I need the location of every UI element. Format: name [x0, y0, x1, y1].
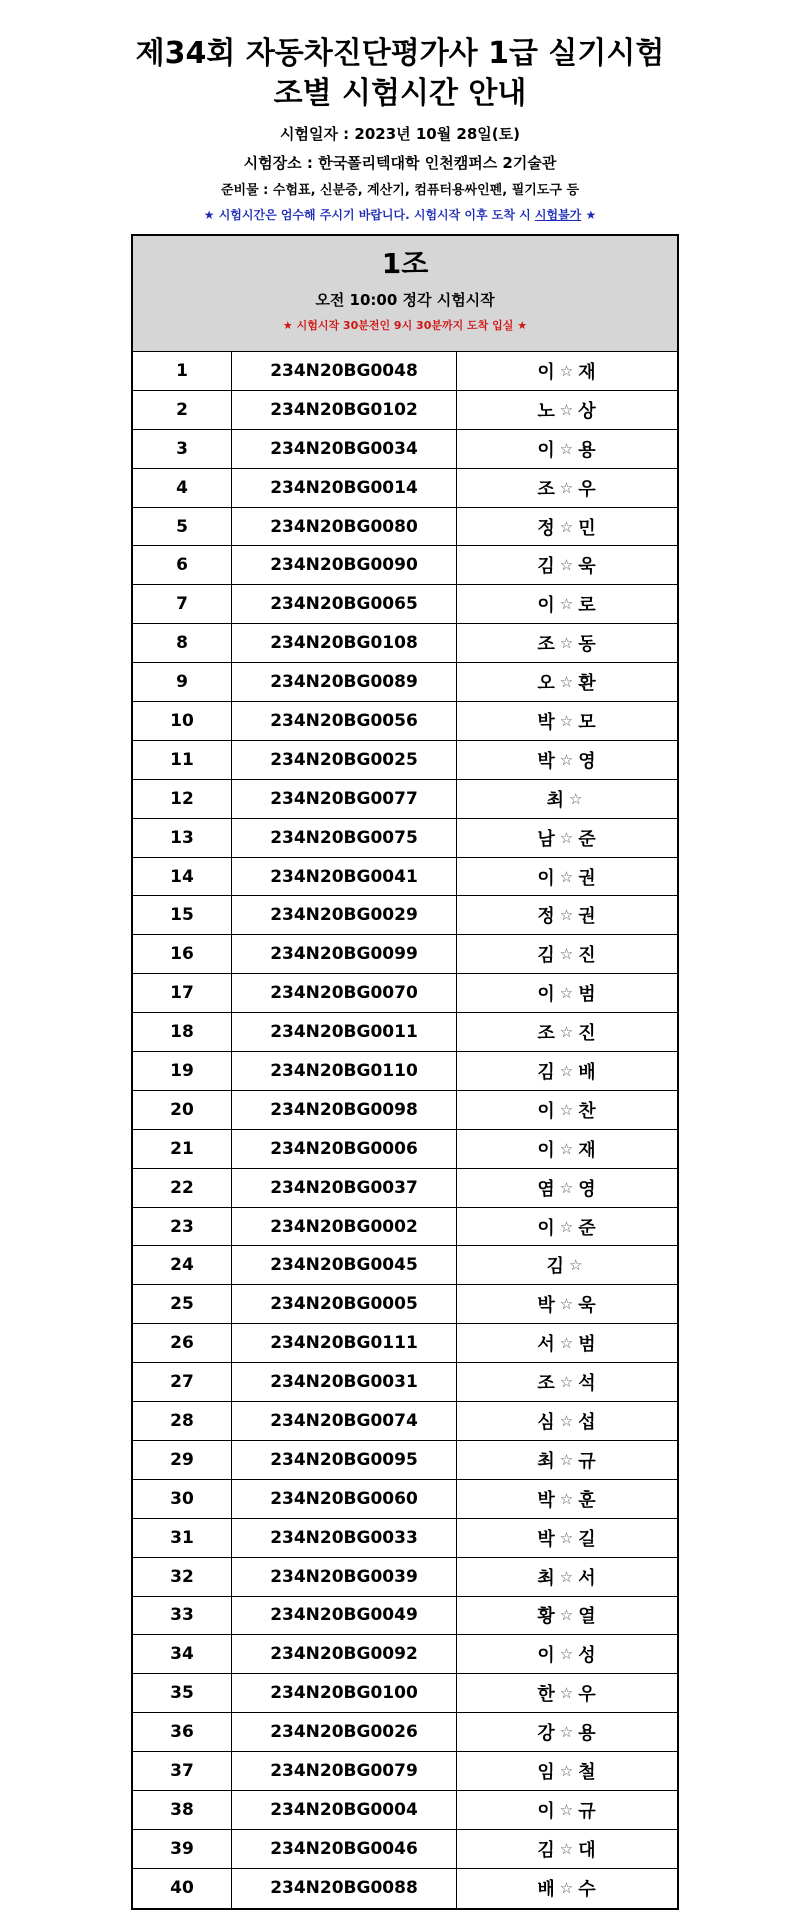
- star-mask-icon: ☆: [559, 1450, 575, 1469]
- table-row: [133, 1402, 677, 1441]
- name-given: 욱: [578, 1295, 597, 1317]
- name-family: 이: [537, 595, 556, 617]
- table-row: [133, 1674, 677, 1713]
- table-row: [133, 1752, 677, 1791]
- name-family: 배: [537, 1879, 556, 1901]
- row-number: 17: [133, 974, 232, 1012]
- name-given: 수: [578, 1879, 597, 1901]
- star-mask-icon: ☆: [559, 1061, 575, 1080]
- star-mask-icon: ☆: [559, 1489, 575, 1508]
- row-number: 20: [133, 1091, 232, 1129]
- name-given: 환: [578, 673, 597, 695]
- name-family: 정: [537, 906, 556, 928]
- name-family: 박: [537, 750, 556, 772]
- name-given: 범: [578, 984, 597, 1006]
- candidate-name: [457, 1363, 677, 1401]
- star-mask-icon: ☆: [559, 711, 575, 730]
- candidate-name: [457, 430, 677, 468]
- time-notice-suffix: ★: [581, 208, 597, 222]
- name-family: 조: [537, 478, 556, 500]
- star-mask-icon: ☆: [559, 1723, 575, 1742]
- candidate-id: 234N20BG0046: [232, 1830, 457, 1868]
- row-number: 1: [133, 352, 232, 390]
- name-family: 박: [537, 1489, 556, 1511]
- table-row: [133, 1246, 677, 1285]
- table-row: [133, 819, 677, 858]
- name-given: 열: [578, 1606, 597, 1628]
- candidate-name: [457, 624, 677, 662]
- row-number: 16: [133, 935, 232, 973]
- table-row: [133, 1869, 677, 1908]
- star-mask-icon: ☆: [559, 1100, 575, 1119]
- table-row: [133, 1285, 677, 1324]
- candidate-id: 234N20BG0004: [232, 1791, 457, 1829]
- candidate-name: [457, 1791, 677, 1829]
- candidate-name: [457, 663, 677, 701]
- table-row: [133, 663, 677, 702]
- name-given: 진: [578, 945, 597, 967]
- row-number: 11: [133, 741, 232, 779]
- row-number: 34: [133, 1635, 232, 1673]
- name-family: 김: [537, 945, 556, 967]
- star-mask-icon: ☆: [559, 945, 575, 964]
- table-row: [133, 1519, 677, 1558]
- row-number: 37: [133, 1752, 232, 1790]
- star-mask-icon: ☆: [559, 634, 575, 653]
- star-mask-icon: ☆: [559, 1023, 575, 1042]
- candidate-id: 234N20BG0092: [232, 1635, 457, 1673]
- row-number: 28: [133, 1402, 232, 1440]
- row-number: 24: [133, 1246, 232, 1284]
- table-row: [133, 1713, 677, 1752]
- row-number: 21: [133, 1130, 232, 1168]
- candidate-id: 234N20BG0110: [232, 1052, 457, 1090]
- name-family: 김: [537, 1839, 556, 1861]
- candidate-rows: [133, 352, 677, 1908]
- name-given: 준: [578, 1217, 597, 1239]
- candidate-id: 234N20BG0025: [232, 741, 457, 779]
- candidate-id: 234N20BG0014: [232, 469, 457, 507]
- name-given: 배: [578, 1061, 597, 1083]
- star-mask-icon: ☆: [559, 1606, 575, 1625]
- name-given: 범: [578, 1334, 597, 1356]
- name-family: 박: [537, 711, 556, 733]
- candidate-name: [457, 1830, 677, 1868]
- candidate-id: 234N20BG0088: [232, 1869, 457, 1908]
- table-row: [133, 1324, 677, 1363]
- table-row: [133, 780, 677, 819]
- candidate-name: [457, 508, 677, 546]
- candidate-name: [457, 1208, 677, 1246]
- candidate-id: 234N20BG0075: [232, 819, 457, 857]
- table-row: [133, 624, 677, 663]
- name-family: 염: [537, 1178, 556, 1200]
- row-number: 33: [133, 1597, 232, 1635]
- candidate-id: 234N20BG0049: [232, 1597, 457, 1635]
- name-family: 이: [537, 1217, 556, 1239]
- table-row: [133, 1091, 677, 1130]
- candidate-name: [457, 1130, 677, 1168]
- table-row: [133, 1013, 677, 1052]
- name-given: 규: [578, 1450, 597, 1472]
- table-row: [133, 858, 677, 897]
- star-mask-icon: ☆: [559, 1178, 575, 1197]
- star-mask-icon: ☆: [559, 439, 575, 458]
- candidate-id: 234N20BG0090: [232, 546, 457, 584]
- star-mask-icon: ☆: [568, 1256, 584, 1275]
- candidate-name: [457, 702, 677, 740]
- row-number: 18: [133, 1013, 232, 1051]
- star-mask-icon: ☆: [559, 1411, 575, 1430]
- row-number: 36: [133, 1713, 232, 1751]
- star-mask-icon: ☆: [559, 517, 575, 536]
- star-mask-icon: ☆: [559, 828, 575, 847]
- candidate-id: 234N20BG0099: [232, 935, 457, 973]
- star-mask-icon: ☆: [559, 1800, 575, 1819]
- row-number: 27: [133, 1363, 232, 1401]
- table-row: [133, 391, 677, 430]
- star-mask-icon: ☆: [559, 750, 575, 769]
- name-family: 이: [537, 867, 556, 889]
- candidate-name: [457, 1597, 677, 1635]
- table-row: [133, 1363, 677, 1402]
- time-notice: [0, 207, 800, 223]
- group-start-time: 오전 10:00 정각 시험시작: [315, 291, 495, 309]
- candidate-name: [457, 1013, 677, 1051]
- name-family: 최: [537, 1450, 556, 1472]
- name-family: 이: [537, 361, 556, 383]
- group-header: [133, 236, 677, 352]
- name-family: 조: [537, 1373, 556, 1395]
- candidate-id: 234N20BG0095: [232, 1441, 457, 1479]
- name-given: 모: [578, 711, 597, 733]
- exam-supplies: 준비물 : 수험표, 신분증, 계산기, 컴퓨터용싸인펜, 필기도구 등: [220, 183, 580, 198]
- candidate-id: 234N20BG0045: [232, 1246, 457, 1284]
- name-family: 이: [537, 1800, 556, 1822]
- candidate-name: [457, 741, 677, 779]
- candidate-name: [457, 352, 677, 390]
- table-row: [133, 1791, 677, 1830]
- candidate-id: 234N20BG0065: [232, 585, 457, 623]
- candidate-name: [457, 1324, 677, 1362]
- row-number: 29: [133, 1441, 232, 1479]
- candidate-name: [457, 896, 677, 934]
- row-number: 22: [133, 1169, 232, 1207]
- name-family: 김: [537, 1061, 556, 1083]
- name-given: 규: [578, 1800, 597, 1822]
- name-given: 욱: [578, 556, 597, 578]
- name-given: 재: [578, 361, 597, 383]
- candidate-name: [457, 391, 677, 429]
- document-subtitle: 조별 시험시간 안내: [273, 76, 527, 111]
- name-given: 섭: [578, 1411, 597, 1433]
- candidate-name: [457, 1752, 677, 1790]
- name-given: 준: [578, 828, 597, 850]
- schedule-table: [131, 234, 679, 1910]
- row-number: 5: [133, 508, 232, 546]
- candidate-name: [457, 585, 677, 623]
- row-number: 14: [133, 858, 232, 896]
- candidate-id: 234N20BG0100: [232, 1674, 457, 1712]
- star-mask-icon: ☆: [568, 789, 584, 808]
- candidate-name: [457, 1635, 677, 1673]
- candidate-id: 234N20BG0108: [232, 624, 457, 662]
- name-family: 노: [537, 400, 556, 422]
- candidate-id: 234N20BG0080: [232, 508, 457, 546]
- name-family: 서: [537, 1334, 556, 1356]
- candidate-id: 234N20BG0005: [232, 1285, 457, 1323]
- name-family: 김: [546, 1256, 565, 1278]
- row-number: 2: [133, 391, 232, 429]
- row-number: 32: [133, 1558, 232, 1596]
- candidate-name: [457, 1869, 677, 1908]
- name-given: 동: [578, 634, 597, 656]
- time-notice-underlined: 시험불가: [534, 208, 582, 222]
- row-number: 40: [133, 1869, 232, 1908]
- name-family: 한: [537, 1684, 556, 1706]
- name-given: 용: [578, 439, 597, 461]
- table-row: [133, 1052, 677, 1091]
- candidate-name: [457, 469, 677, 507]
- name-family: 조: [537, 634, 556, 656]
- row-number: 19: [133, 1052, 232, 1090]
- candidate-id: 234N20BG0039: [232, 1558, 457, 1596]
- star-mask-icon: ☆: [559, 1567, 575, 1586]
- name-family: 남: [537, 828, 556, 850]
- table-row: [133, 1169, 677, 1208]
- name-given: 철: [578, 1762, 597, 1783]
- name-family: 이: [537, 1645, 556, 1667]
- row-number: 4: [133, 469, 232, 507]
- name-family: 최: [546, 789, 565, 811]
- star-mask-icon: ☆: [559, 1684, 575, 1703]
- candidate-name: [457, 1674, 677, 1712]
- candidate-id: 234N20BG0060: [232, 1480, 457, 1518]
- candidate-id: 234N20BG0033: [232, 1519, 457, 1557]
- name-given: 찬: [578, 1100, 597, 1122]
- name-family: 정: [537, 517, 556, 539]
- candidate-name: [457, 819, 677, 857]
- row-number: 13: [133, 819, 232, 857]
- name-family: 박: [537, 1528, 556, 1550]
- candidate-name: [457, 780, 677, 818]
- table-row: [133, 352, 677, 391]
- exam-place: 시험장소 : 한국폴리텍대학 인천캠퍼스 2기술관: [243, 154, 557, 172]
- row-number: 26: [133, 1324, 232, 1362]
- row-number: 31: [133, 1519, 232, 1557]
- table-row: [133, 1441, 677, 1480]
- name-family: 강: [537, 1723, 556, 1745]
- star-mask-icon: ☆: [559, 595, 575, 614]
- row-number: 8: [133, 624, 232, 662]
- row-number: 23: [133, 1208, 232, 1246]
- star-mask-icon: ☆: [559, 400, 575, 419]
- name-given: 훈: [578, 1489, 597, 1511]
- star-mask-icon: ☆: [559, 1373, 575, 1392]
- name-given: 영: [578, 750, 597, 772]
- candidate-name: [457, 1169, 677, 1207]
- star-mask-icon: ☆: [559, 673, 575, 692]
- table-row: [133, 546, 677, 585]
- name-given: 재: [578, 1139, 597, 1161]
- candidate-name: [457, 1558, 677, 1596]
- group-entry-notice: ★ 시험시작 30분전인 9시 30분까지 도착 입실 ★: [282, 319, 528, 332]
- row-number: 35: [133, 1674, 232, 1712]
- name-family: 김: [537, 556, 556, 578]
- name-family: 이: [537, 439, 556, 461]
- star-mask-icon: ☆: [559, 1762, 575, 1780]
- name-family: 최: [537, 1567, 556, 1589]
- name-given: 서: [578, 1567, 597, 1589]
- name-family: 조: [537, 1023, 556, 1045]
- candidate-id: 234N20BG0006: [232, 1130, 457, 1168]
- candidate-id: 234N20BG0041: [232, 858, 457, 896]
- table-row: [133, 1635, 677, 1674]
- row-number: 38: [133, 1791, 232, 1829]
- candidate-name: [457, 935, 677, 973]
- candidate-name: [457, 974, 677, 1012]
- name-given: 우: [578, 1684, 597, 1706]
- star-mask-icon: ☆: [559, 1139, 575, 1158]
- name-given: 용: [578, 1723, 597, 1745]
- table-row: [133, 741, 677, 780]
- name-given: 성: [578, 1645, 597, 1667]
- candidate-id: 234N20BG0089: [232, 663, 457, 701]
- star-mask-icon: ☆: [559, 1528, 575, 1547]
- name-family: 박: [537, 1295, 556, 1317]
- candidate-id: 234N20BG0079: [232, 1752, 457, 1790]
- name-family: 황: [537, 1606, 556, 1628]
- candidate-name: [457, 1052, 677, 1090]
- candidate-id: 234N20BG0026: [232, 1713, 457, 1751]
- candidate-id: 234N20BG0074: [232, 1402, 457, 1440]
- group-name: 1조: [381, 247, 429, 280]
- candidate-name: [457, 1441, 677, 1479]
- candidate-name: [457, 1519, 677, 1557]
- row-number: 7: [133, 585, 232, 623]
- candidate-id: 234N20BG0029: [232, 896, 457, 934]
- name-family: 임: [537, 1762, 556, 1783]
- name-given: 민: [578, 517, 597, 539]
- name-given: 권: [578, 906, 597, 928]
- row-number: 15: [133, 896, 232, 934]
- candidate-id: 234N20BG0037: [232, 1169, 457, 1207]
- name-given: 대: [578, 1839, 597, 1861]
- table-row: [133, 1830, 677, 1869]
- name-given: 로: [578, 595, 597, 617]
- candidate-name: [457, 1713, 677, 1751]
- table-row: [133, 1558, 677, 1597]
- candidate-name: [457, 546, 677, 584]
- star-mask-icon: ☆: [559, 1217, 575, 1236]
- row-number: 10: [133, 702, 232, 740]
- name-given: 석: [578, 1373, 597, 1395]
- star-mask-icon: ☆: [559, 1879, 575, 1898]
- name-given: 길: [578, 1528, 597, 1550]
- candidate-id: 234N20BG0077: [232, 780, 457, 818]
- candidate-name: [457, 1402, 677, 1440]
- table-row: [133, 585, 677, 624]
- row-number: 25: [133, 1285, 232, 1323]
- candidate-id: 234N20BG0056: [232, 702, 457, 740]
- table-row: [133, 1130, 677, 1169]
- candidate-id: 234N20BG0098: [232, 1091, 457, 1129]
- table-row: [133, 935, 677, 974]
- candidate-name: [457, 1091, 677, 1129]
- name-given: 우: [578, 478, 597, 500]
- star-mask-icon: ☆: [559, 906, 575, 925]
- table-row: [133, 430, 677, 469]
- star-mask-icon: ☆: [559, 984, 575, 1003]
- candidate-id: 234N20BG0102: [232, 391, 457, 429]
- name-given: 진: [578, 1023, 597, 1045]
- star-mask-icon: ☆: [559, 1645, 575, 1664]
- candidate-name: [457, 1246, 677, 1284]
- name-family: 이: [537, 1100, 556, 1122]
- table-row: [133, 702, 677, 741]
- candidate-name: [457, 858, 677, 896]
- table-row: [133, 469, 677, 508]
- name-given: 권: [578, 867, 597, 889]
- table-row: [133, 974, 677, 1013]
- star-mask-icon: ☆: [559, 1334, 575, 1353]
- name-family: 심: [537, 1411, 556, 1433]
- star-mask-icon: ☆: [559, 1839, 575, 1858]
- exam-date: 시험일자 : 2023년 10월 28일(토): [279, 125, 520, 143]
- star-mask-icon: ☆: [559, 556, 575, 575]
- star-mask-icon: ☆: [559, 361, 575, 380]
- name-given: 영: [578, 1178, 597, 1200]
- name-family: 오: [537, 673, 556, 695]
- table-row: [133, 896, 677, 935]
- name-family: 이: [537, 984, 556, 1006]
- row-number: 3: [133, 430, 232, 468]
- candidate-id: 234N20BG0111: [232, 1324, 457, 1362]
- table-row: [133, 1480, 677, 1519]
- candidate-id: 234N20BG0034: [232, 430, 457, 468]
- star-mask-icon: ☆: [559, 1295, 575, 1314]
- candidate-name: [457, 1480, 677, 1518]
- candidate-id: 234N20BG0031: [232, 1363, 457, 1401]
- table-row: [133, 508, 677, 547]
- row-number: 39: [133, 1830, 232, 1868]
- table-row: [133, 1208, 677, 1247]
- row-number: 30: [133, 1480, 232, 1518]
- candidate-id: 234N20BG0011: [232, 1013, 457, 1051]
- name-family: 이: [537, 1139, 556, 1161]
- time-notice-prefix: ★ 시험시간은 엄수해 주시기 바랍니다. 시험시작 이후 도착 시: [203, 208, 535, 222]
- row-number: 9: [133, 663, 232, 701]
- name-given: 상: [578, 400, 597, 422]
- candidate-id: 234N20BG0002: [232, 1208, 457, 1246]
- candidate-name: [457, 1285, 677, 1323]
- table-row: [133, 1597, 677, 1636]
- row-number: 12: [133, 780, 232, 818]
- candidate-id: 234N20BG0070: [232, 974, 457, 1012]
- star-mask-icon: ☆: [559, 867, 575, 886]
- row-number: 6: [133, 546, 232, 584]
- document-title: 제34회 자동차진단평가사 1급 실기시험: [135, 36, 665, 71]
- candidate-id: 234N20BG0048: [232, 352, 457, 390]
- star-mask-icon: ☆: [559, 478, 575, 497]
